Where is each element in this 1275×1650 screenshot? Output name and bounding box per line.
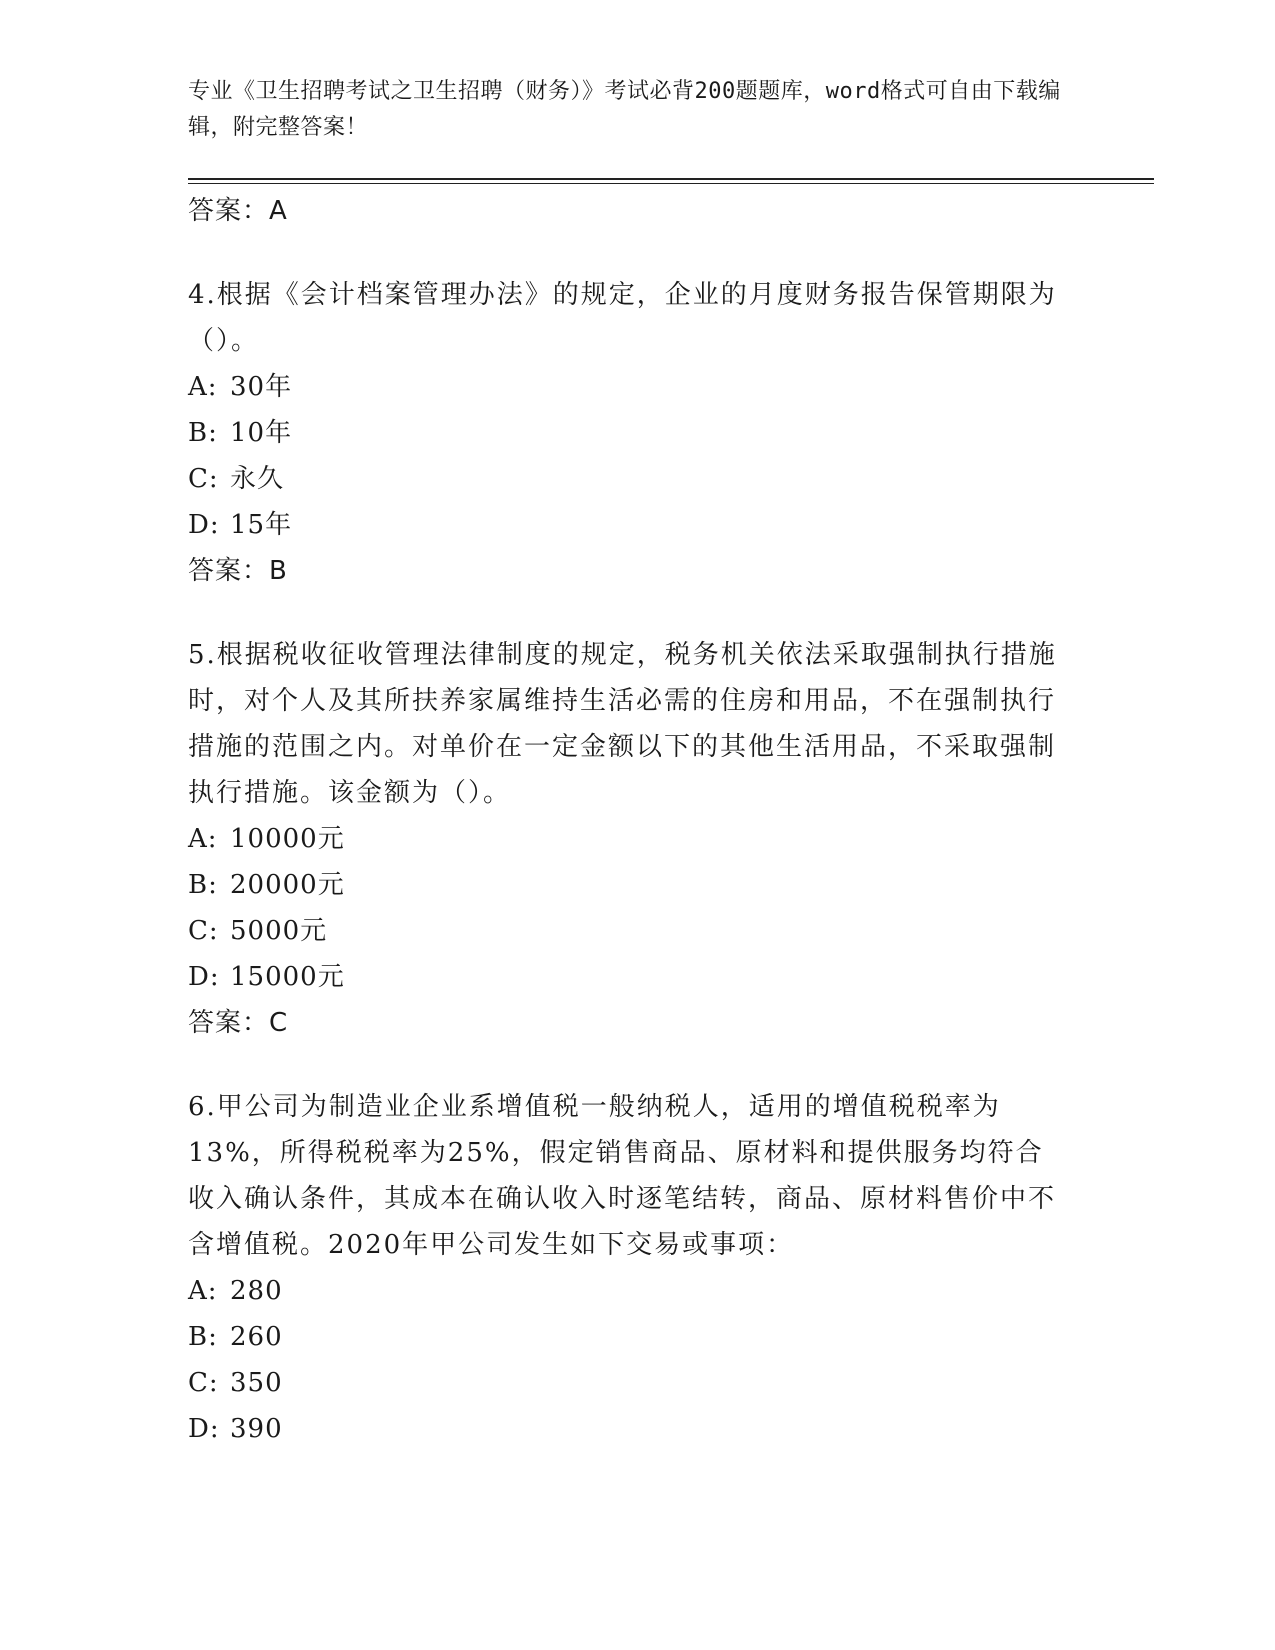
option-a — [188, 816, 1068, 862]
option-key: B: — [188, 418, 218, 448]
option-value: 30年 — [230, 372, 293, 402]
option-value: 10年 — [230, 418, 293, 448]
option-value: 280 — [230, 1276, 283, 1306]
option-key: B: — [188, 870, 218, 900]
option-key: D: — [188, 962, 220, 992]
option-a — [188, 1268, 1068, 1314]
question-text: 4.根据《会计档案管理办法》的规定，企业的月度财务报告保管期限为（）。 — [188, 280, 1057, 356]
option-key: C: — [188, 1368, 219, 1398]
option-key: D: — [188, 510, 220, 540]
header-divider-thin — [188, 183, 1154, 184]
option-b — [188, 1314, 1068, 1360]
option-c — [188, 456, 1068, 502]
option-key: A: — [188, 372, 218, 402]
option-d — [188, 1406, 1068, 1452]
answer-line: 答案：C — [188, 1008, 289, 1038]
option-value: 10000元 — [230, 824, 345, 854]
option-value: 15年 — [230, 510, 293, 540]
option-value: 5000元 — [230, 916, 328, 946]
question-text: 5.根据税收征收管理法律制度的规定，税务机关依法采取强制执行措施时，对个人及其所扶养家属维持生活必需的住房和用品，不在强制执行措施的范围之内。对单价在一定金额以下的其他生活用品，不采取强制执行措施。该金额为（）。 — [188, 640, 1057, 808]
question-list — [188, 188, 1068, 1452]
answer-line: 答案：B — [188, 556, 288, 586]
option-key: A: — [188, 824, 218, 854]
question-4 — [188, 272, 1068, 594]
question-6 — [188, 1084, 1068, 1452]
header-divider — [188, 178, 1154, 180]
option-key: C: — [188, 464, 219, 494]
option-c — [188, 1360, 1068, 1406]
option-key: A: — [188, 1276, 218, 1306]
document-header: 专业《卫生招聘考试之卫生招聘（财务）》考试必背200题题库，word格式可自由下载编辑，附完整答案！ — [188, 79, 1061, 140]
option-key: B: — [188, 1322, 218, 1352]
option-b — [188, 410, 1068, 456]
option-value: 永久 — [230, 464, 285, 494]
option-key: D: — [188, 1414, 220, 1444]
option-key: C: — [188, 916, 219, 946]
option-d — [188, 954, 1068, 1000]
option-value: 260 — [230, 1322, 283, 1352]
option-d — [188, 502, 1068, 548]
option-c — [188, 908, 1068, 954]
option-value: 20000元 — [230, 870, 345, 900]
question-5 — [188, 632, 1068, 1046]
option-b — [188, 862, 1068, 908]
option-a — [188, 364, 1068, 410]
option-value: 390 — [230, 1414, 283, 1444]
question-text: 6.甲公司为制造业企业系增值税一般纳税人，适用的增值税税率为13%，所得税税率为25%，假定销售商品、原材料和提供服务均符合收入确认条件，其成本在确认收入时逐笔结转，商品、原材料售价中不含增值税。2020年甲公司发生如下交易或事项： — [188, 1092, 1057, 1260]
answer-line: 答案：A — [188, 196, 288, 226]
option-value: 15000元 — [230, 962, 345, 992]
option-value: 350 — [230, 1368, 283, 1398]
